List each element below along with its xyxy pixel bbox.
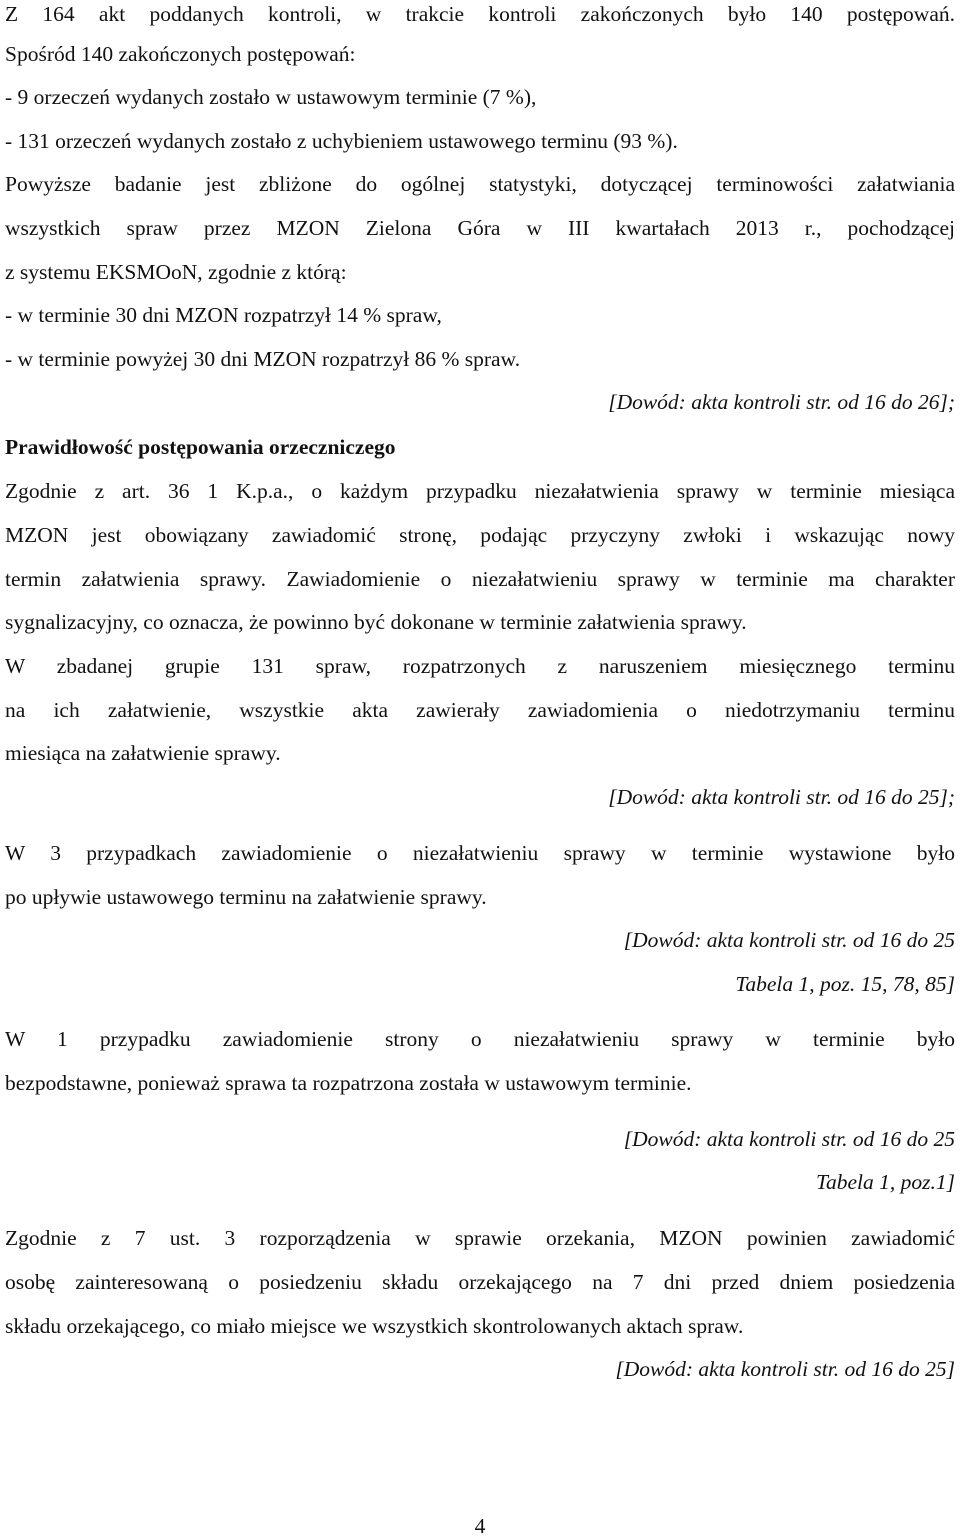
text-line: sygnalizacyjny, co oznacza, że powinno być dokonane w terminie załatwienia sprawy.: [5, 610, 747, 634]
page-number: 4: [474, 1514, 486, 1538]
text-line: - w terminie 30 dni MZON rozpatrzył 14 % spraw,: [5, 303, 442, 327]
text-line: - 9 orzeczeń wydanych zostało w ustawowym terminie (7 %),: [5, 85, 537, 109]
evidence-reference: [Dowód: akta kontroli str. od 16 do 25]: [615, 1357, 955, 1381]
text-line: W zbadanej grupie 131 spraw, rozpatrzonych z naruszeniem miesięcznego terminu: [5, 654, 955, 678]
text-line: Powyższe badanie jest zbliżone do ogólnej statystyki, dotyczącej terminowości załatwiania: [5, 172, 955, 196]
text-line: termin załatwienia sprawy. Zawiadomienie o niezałatwieniu sprawy w terminie ma charakter: [5, 567, 955, 591]
text-line: osobę zainteresowaną o posiedzeniu składu orzekającego na 7 dni przed dniem posiedzenia: [5, 1270, 955, 1294]
evidence-reference: [Dowód: akta kontroli str. od 16 do 25];: [608, 785, 955, 809]
text-line: Spośród 140 zakończonych postępowań:: [5, 42, 356, 66]
text-line: na ich załatwienie, wszystkie akta zawierały zawiadomienia o niedotrzymaniu terminu: [5, 698, 955, 722]
evidence-reference: Tabela 1, poz.1]: [816, 1170, 955, 1194]
text-line: miesiąca na załatwienie sprawy.: [5, 741, 281, 765]
evidence-reference: [Dowód: akta kontroli str. od 16 do 25: [623, 928, 955, 952]
text-line: wszystkich spraw przez MZON Zielona Góra w III kwartałach 2013 r., pochodzącej: [5, 216, 955, 240]
evidence-reference: Tabela 1, poz. 15, 78, 85]: [735, 972, 955, 996]
text-line: z systemu EKSMOoN, zgodnie z którą:: [5, 260, 347, 284]
text-line: bezpodstawne, ponieważ sprawa ta rozpatrzona została w ustawowym terminie.: [5, 1071, 692, 1095]
text-line: - 131 orzeczeń wydanych zostało z uchybieniem ustawowego terminu (93 %).: [5, 129, 678, 153]
text-line: Zgodnie z art. 36 1 K.p.a., o każdym przypadku niezałatwienia sprawy w terminie miesiąca: [5, 479, 955, 503]
text-line: MZON jest obowiązany zawiadomić stronę, podając przyczyny zwłoki i wskazując nowy: [5, 523, 955, 547]
text-line: po upływie ustawowego terminu na załatwienie sprawy.: [5, 885, 487, 909]
text-line: Z 164 akt poddanych kontroli, w trakcie kontroli zakończonych było 140 postępowań.: [5, 2, 955, 26]
text-line: - w terminie powyżej 30 dni MZON rozpatrzył 86 % spraw.: [5, 347, 521, 371]
evidence-reference: [Dowód: akta kontroli str. od 16 do 25: [623, 1127, 955, 1151]
text-line: W 3 przypadkach zawiadomienie o niezałatwieniu sprawy w terminie wystawione było: [5, 841, 955, 865]
text-line: Zgodnie z 7 ust. 3 rozporządzenia w sprawie orzekania, MZON powinien zawiadomić: [5, 1226, 955, 1250]
evidence-reference: [Dowód: akta kontroli str. od 16 do 26];: [608, 390, 955, 414]
text-line: składu orzekającego, co miało miejsce we wszystkich skontrolowanych aktach spraw.: [5, 1314, 744, 1338]
text-line: W 1 przypadku zawiadomienie strony o niezałatwieniu sprawy w terminie było: [5, 1027, 955, 1051]
section-heading: Prawidłowość postępowania orzeczniczego: [5, 435, 396, 459]
